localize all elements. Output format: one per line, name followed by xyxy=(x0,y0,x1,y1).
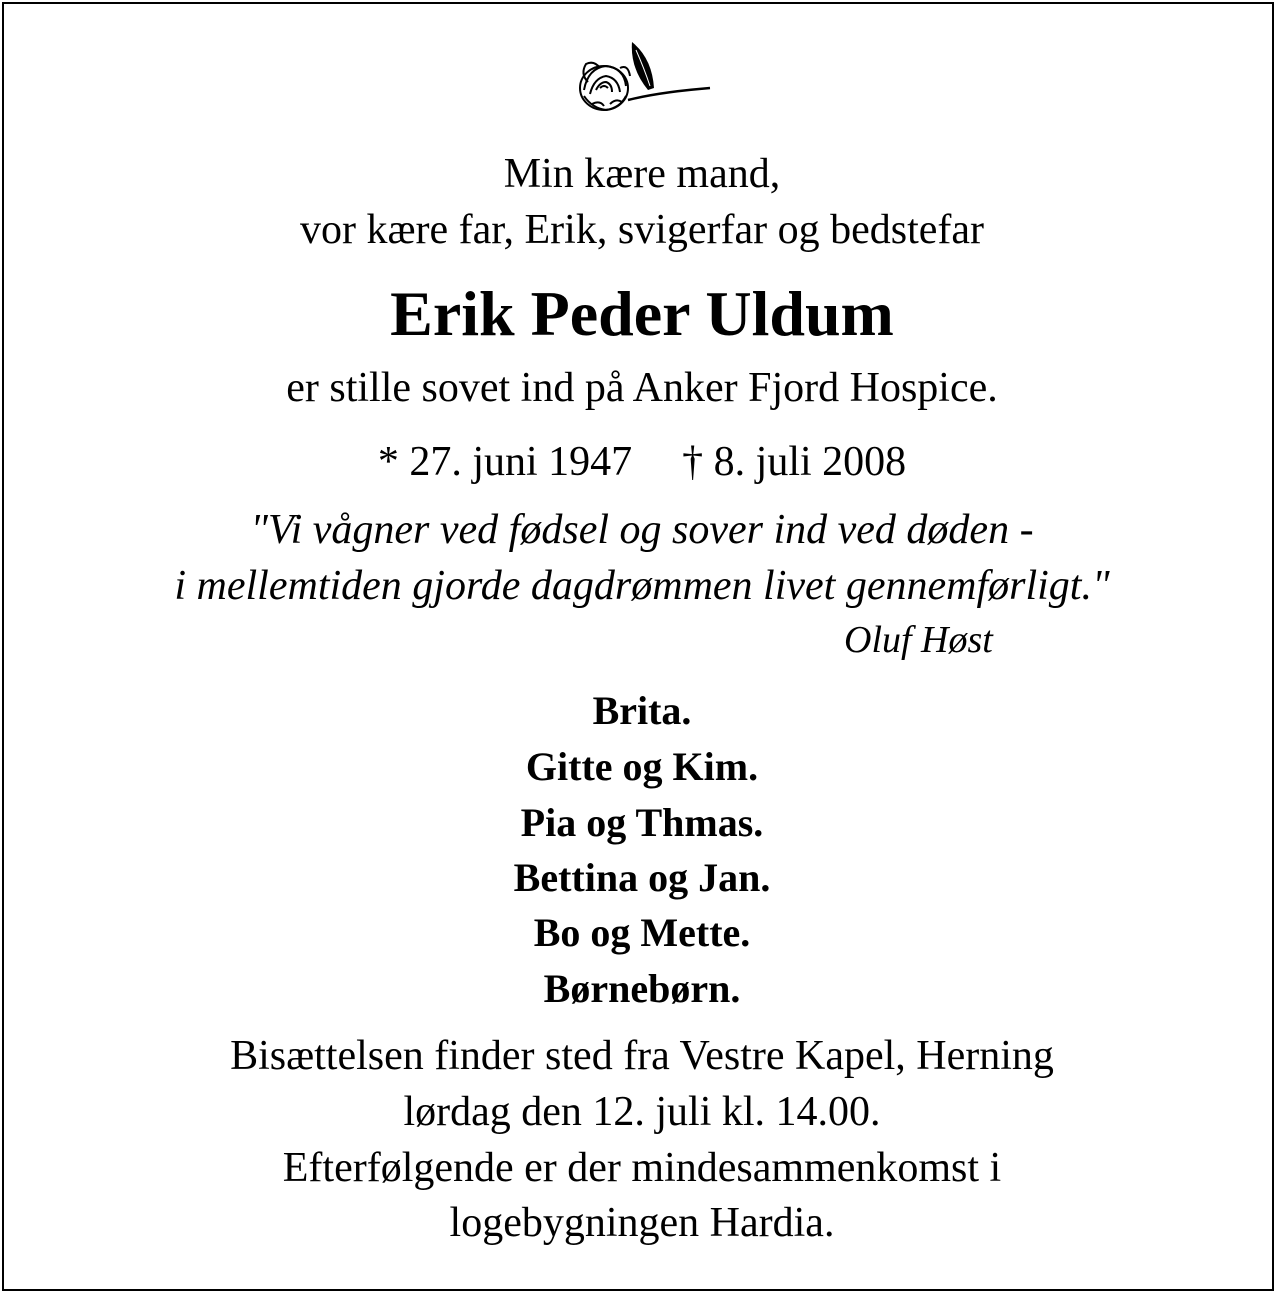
funeral-line-1: Bisættelsen finder sted fra Vestre Kapel, Herning xyxy=(230,1033,1054,1079)
rose-icon xyxy=(570,38,716,124)
obituary-frame xyxy=(2,2,1274,1291)
funeral-line-3: Efterfølgende er der mindesammenkomst i xyxy=(282,1145,1002,1191)
family-member: Brita. xyxy=(592,688,692,733)
intro-line-2: vor kære far, Erik, svigerfar og bedstefar xyxy=(299,207,985,253)
family-member: Gitte og Kim. xyxy=(525,744,759,789)
family-member: Pia og Thmas. xyxy=(520,800,764,845)
quote-author: Oluf Høst xyxy=(844,619,993,661)
funeral-line-4: logebygningen Hardia. xyxy=(449,1200,835,1246)
intro-line-1: Min kære mand, xyxy=(503,151,781,197)
funeral-line-2: lørdag den 12. juli kl. 14.00. xyxy=(403,1089,881,1135)
deceased-name: Erik Peder Uldum xyxy=(390,278,894,349)
family-member: Bettina og Jan. xyxy=(513,855,771,900)
quote-line-2: i mellemtiden gjorde dagdrømmen livet gennemførligt." xyxy=(174,563,1110,609)
passing-text: er stille sovet ind på Anker Fjord Hospice. xyxy=(286,365,998,411)
family-member: Børnebørn. xyxy=(543,966,741,1011)
quote-line-1: "Vi vågner ved fødsel og sover ind ved døden - xyxy=(250,507,1034,553)
life-dates xyxy=(4,438,1280,486)
death-date: † 8. juli 2008 xyxy=(682,439,907,485)
birth-date: * 27. juni 1947 xyxy=(377,439,633,485)
family-member: Bo og Mette. xyxy=(533,910,751,955)
